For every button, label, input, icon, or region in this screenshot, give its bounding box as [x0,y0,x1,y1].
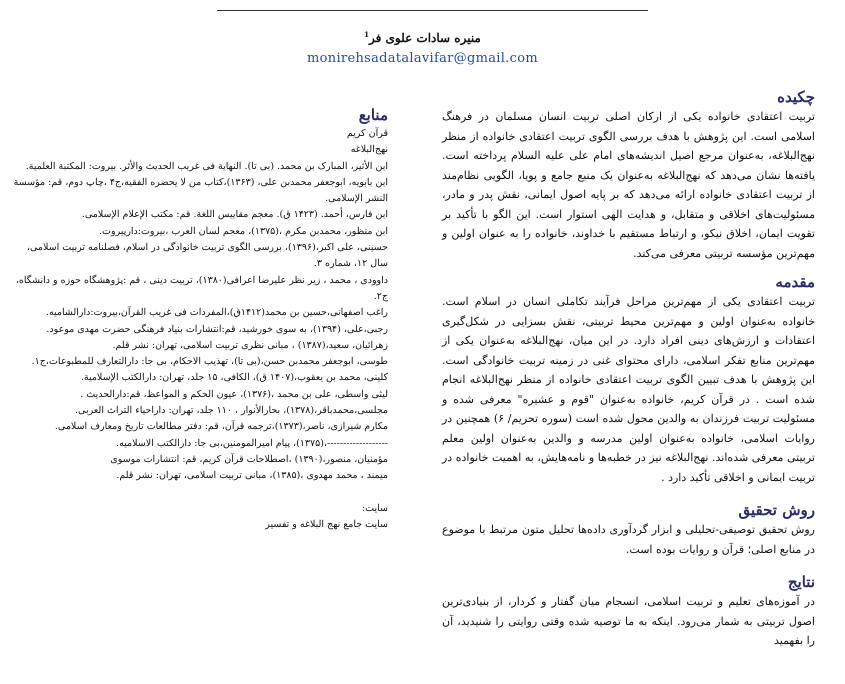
reference-item: مکارم شیرازی، ناصر،(۱۳۷۳)،ترجمه قرآن، قم: دفتر مطالعات تاریخ ومعارف اسلامی. [54,421,388,433]
reference-item: حسینی، علی اکبر،(۱۳۹۶)، بررسی الگوی تربیت خانوادگی در اسلام، فصلنامه تربیت اسلامی، سال ۱۲، شماره ۳. [26,242,388,270]
top-rule [217,10,648,11]
intro-heading: مقدمه [775,273,815,291]
results-text: در آموزه‌های تعلیم و تربیت اسلامی، انسجام میان گفتار و کردار، از بنیادی‌ترین اصول تربیتی به شمار می‌رود. اینکه به ما توصیه شده وقتی روایتی را شنیدید، آن را بفهمید [442,595,815,647]
author-footnote-mark: 1 [364,30,369,39]
author-name [0,30,845,45]
reference-item: میمند ، محمد مهدوی ،(۱۳۸۵)، مبانی تربیت اسلامی، تهران: نشر قلم. [116,470,388,482]
reference-item: ابن الأثیر، المبارک بن محمد. (بی تا). النهایة فی غریب الحدیث والأثر. بیروت: المکتبة العلمیة. [25,160,388,172]
references-heading: منابع [358,106,388,124]
reference-item: کلینی، محمد بن یعقوب،(۱۴۰۷ ق)، الکافی، ۱۵ جلد، تهران: دارالکتب الإسلامیة. [80,372,388,384]
site-label: سایت: [361,502,388,514]
author-name-text: منیره سادات علوی فر [368,31,481,45]
reference-item: داوودی ، محمد ، زیر نظر علیرضا اعرافی(۱۳۸۰)، تربیت دینی ، قم :پژوهشگاه حوزه و دانشگاه، ج۲. [15,274,388,302]
results-heading: نتایج [787,573,815,591]
abstract-text: تربیت اعتقادی خانواده یکی از ارکان اصلی تربیت انسان مسلمان در فرهنگ اسلامی است. این پژوهش با هدف بررسی الگوی تربیت اعتقادی خانواده از منظر نهج‌البلاغه، به‌عنوان مرجع اصیل اندیشه‌های امام علی علیه السلام پرداخته است. یافته‌ها نشان می‌دهد که نهج‌البلاغه به‌عنوان یک منبع جامع و پویا، الگویی نظام‌مند از تربیت اعتقادی خانواده ارائه می‌دهد که بر پایه اصول ایمانی، نقش پدر و مادر، مسئولیت‌های اخلاقی و متقابل، و هدایت الهی استوار است. این الگو با تأکید بر تقویت ایمان، اخلاق نیکو، و ارتباط مستقیم با خداوند، خانواده را به عنوان اولین و مهم‌ترین مؤسسه تربیتی معرفی می‌کند. [442,110,815,260]
reference-item: قرآن کریم [346,128,388,139]
reference-item: مجلسی،محمدباقر،(۱۳۷۸)، بحارالأنوار ، ۱۱۰ جلد، تهران: داراحیاء التراث العربی. [75,405,388,417]
reference-item: مؤمنیان، منصور،(۱۳۹۰) ،اصطلاحات قرآن کریم، قم: انتشارات موسوی [110,453,388,465]
main-column [442,88,815,651]
reference-item: نهج‌البلاغه [350,144,388,156]
reference-item: راغب اصفهانی،حسین بن محمد(۱۴۱۲ق)،المفردات فی غریب القرآن،بیروت:دارالشامیه. [45,307,388,319]
reference-item: -------------------،(۱۳۷۵)، پیام امیرالمومنین،بی جا: دارالکتب الاسلامیه. [116,437,388,449]
reference-item: زهرائیان، سعید،(۱۳۸۷) ، مبانی نظری تربیت اسلامی، تهران: نشر قلم. [112,339,388,351]
intro-text: تربیت اعتقادی یکی از مهم‌ترین مراحل فرآیند تکاملی انسان در اسلام است. خانواده به‌عنوان اولین و مهم‌ترین محیط تربیتی، نقش بسزایی در شکل‌گیری اعتقادات و ارزش‌های دینی افراد دارد. در این میان، نهج‌البلاغه به‌عنوان یکی از مهم‌ترین منابع تفکر اسلامی، دارای محتوای غنی در زمینه تربیت خانوادگی است. این پژوهش با هدف تبیین الگوی تربیت اعتقادی خانواده از منظر نهج‌البلاغه انجام شده است . در قرآن کریم، خانواده به‌عنوان "قوم و عشیره" معرفی شده و مسئولیت تربیت فرزندان به والدین محول شده است (سوره تحریم/ ۶) همچنین در روایات اسلامی، خانواده به‌عنوان اولین مدرسه و والدین به‌عنوان اولین معلم تربیتی معرفی شده‌اند. نهج‌البلاغه نیز در خطبه‌ها و نامه‌هایش، به اهمیت خانواده در تربیت ایمانی و اخلاقی تأکید دارد . [442,295,815,484]
references-list [12,126,388,485]
references-column [12,106,388,533]
method-heading: روش تحقیق [738,501,815,519]
method-text: روش تحقیق توصیفی-تحلیلی و ابزار گردآوری داده‌ها تحلیل متون مرتبط با موضوع در منابع اصلی؛ قرآن و روایات بوده است. [442,523,815,556]
author-email[interactable]: monirehsadatalavifar@gmail.com [307,51,538,66]
reference-item: ابن بابویه، ابوجعفر محمدبن علی، (۱۳۶۳)،کتاب من لا یحضره الفقیه،ج۴ ،چاپ دوم، قم: مؤسسة النشر الإسلامی. [13,176,388,205]
reference-item: ابن فارس، أحمد. (۱۴۲۳ ق). معجم مقاییس اللغة. قم: مکتب الإعلام الإسلامی. [81,209,388,221]
site-name: سایت جامع نهج البلاغه و تفسیر [265,518,388,530]
abstract-heading: چکیده [777,88,815,106]
reference-item: ابن منظور، محمدبن مکرم ،(۱۳۷۵)، معجم لسان العرب ،بیروت:دارپیروت. [99,225,388,237]
reference-item: رجبی،علی، (۱۳۹۴)، به سوی خورشید، قم:انتشارات بنیاد فرهنگی حضرت مهدی موعود. [46,323,388,335]
reference-item: طوسی، ابوجعفر محمدبن حسن،(بی تا)، تهذیب الاحکام، بی جا: دارالتعارف للمطبوعات،ج۱. [31,356,388,368]
reference-item: لیثی واسطی، علی بن محمد ،(۱۳۷۶)، عیون الحکم و المواعظ، قم:دارالحدیث . [80,388,388,400]
